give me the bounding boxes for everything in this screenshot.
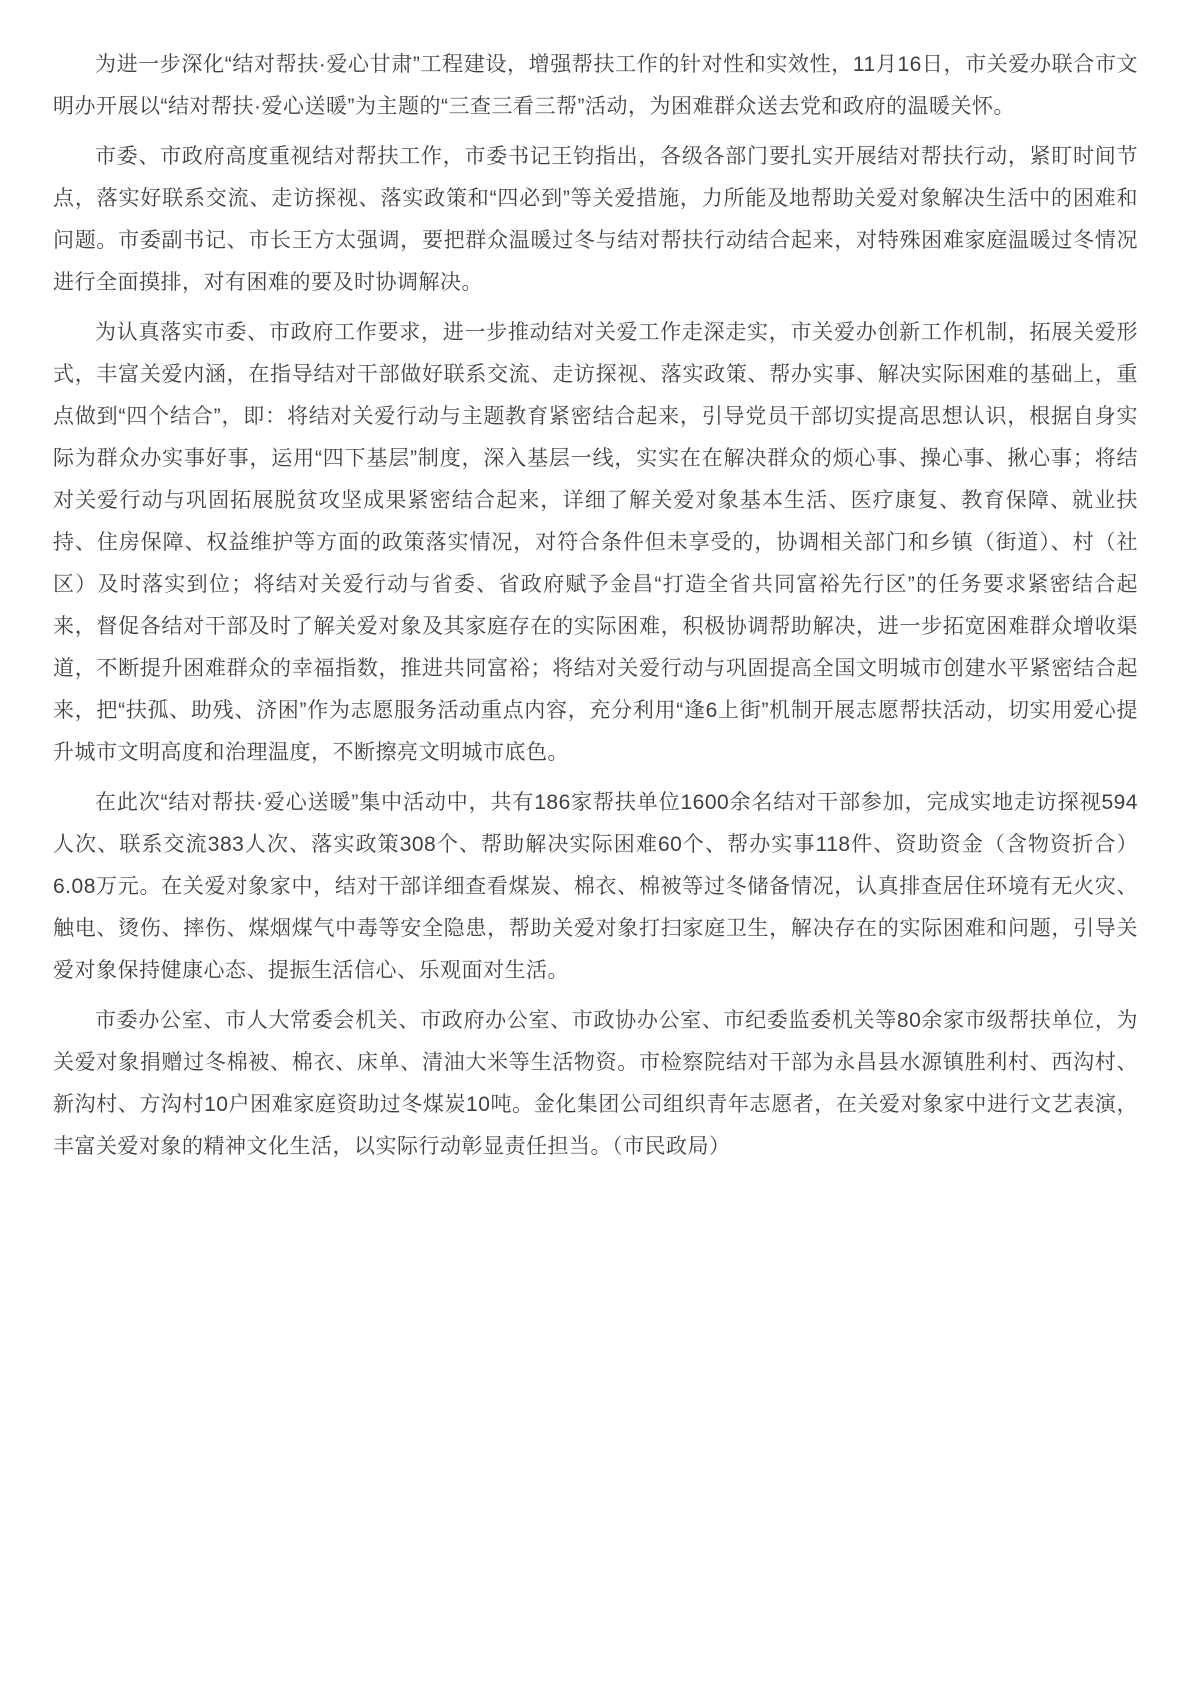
paragraph-donations-closing: 市委办公室、市人大常委会机关、市政府办公室、市政协办公室、市纪委监委机关等80余家市级帮扶单位，为关爱对象捐赠过冬棉被、棉衣、床单、清油大米等生活物资。市检察院结对干部为永昌县水源镇胜利村、西沟村、新沟村、方沟村10户困难家庭资助过冬煤炭10吨。金化集团公司组织青年志愿者，在关爱对象家中进行文艺表演，丰富关爱对象的精神文化生活，以实际行动彰显责任担当。（市民政局） bbox=[53, 1009, 1138, 1158]
paragraph-activity-results: 在此次“结对帮扶·爱心送暖”集中活动中，共有186家帮扶单位1600余名结对干部参加，完成实地走访探视594人次、联系交流383人次、落实政策308个、帮助解决实际困难60个、帮办实事118件、资助资金（含物资折合）6.08万元。在关爱对象家中，结对干部详细查看煤炭、棉衣、棉被等过冬储备情况，认真排查居住环境有无火灾、触电、烫伤、摔伤、煤烟煤气中毒等安全隐患，帮助关爱对象打扫家庭卫生，解决存在的实际困难和问题，引导关爱对象保持健康心态、提振生活信心、乐观面对生活。 bbox=[53, 791, 1138, 982]
paragraph-four-combinations: 为认真落实市委、市政府工作要求，进一步推动结对关爱工作走深走实，市关爱办创新工作机制，拓展关爱形式，丰富关爱内涵，在指导结对干部做好联系交流、走访探视、落实政策、帮办实事、解决实际困难的基础上，重点做到“四个结合”，即：将结对关爱行动与主题教育紧密结合起来，引导党员干部切实提高思想认识，根据自身实际为群众办实事好事，运用“四下基层”制度，深入基层一线，实实在在解决群众的烦心事、操心事、揪心事；将结对关爱行动与巩固拓展脱贫攻坚成果紧密结合起来，详细了解关爱对象基本生活、医疗康复、教育保障、就业扶持、住房保障、权益维护等方面的政策落实情况，对符合条件但未享受的，协调相关部门和乡镇（街道）、村（社区）及时落实到位；将结对关爱行动与省委、省政府赋予金昌“打造全省共同富裕先行区”的任务要求紧密结合起来，督促各结对干部及时了解关爱对象及其家庭存在的实际困难，积极协调帮助解决，进一步拓宽困难群众增收渠道，不断提升困难群众的幸福指数，推进共同富裕；将结对关爱行动与巩固提高全国文明城市创建水平紧密结合起来，把“扶孤、助残、济困”作为志愿服务活动重点内容，充分利用“逢6上街”机制开展志愿帮扶活动，切实用爱心提升城市文明高度和治理温度，不断擦亮文明城市底色。 bbox=[53, 321, 1138, 764]
paragraph-intro: 为进一步深化“结对帮扶·爱心甘肃”工程建设，增强帮扶工作的针对性和实效性，11月16日，市关爱办联合市文明办开展以“结对帮扶·爱心送暖”为主题的“三查三看三帮”活动，为困难群众送去党和政府的温暖关怀。 bbox=[53, 53, 1138, 118]
paragraph-leaders-emphasis: 市委、市政府高度重视结对帮扶工作，市委书记王钧指出，各级各部门要扎实开展结对帮扶行动，紧盯时间节点，落实好联系交流、走访探视、落实政策和“四必到”等关爱措施，力所能及地帮助关爱对象解决生活中的困难和问题。市委副书记、市长王方太强调，要把群众温暖过冬与结对帮扶行动结合起来，对特殊困难家庭温暖过冬情况进行全面摸排，对有困难的要及时协调解决。 bbox=[53, 145, 1138, 294]
